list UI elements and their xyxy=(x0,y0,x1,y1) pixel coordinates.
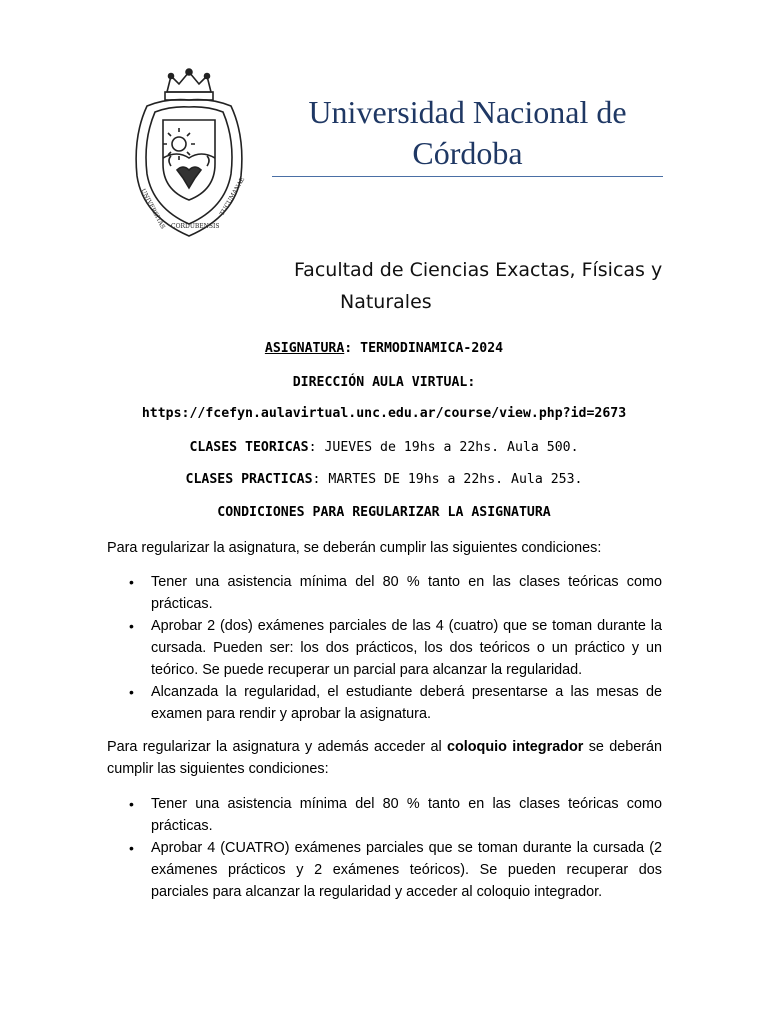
faculty-name-line2: Naturales xyxy=(340,291,432,313)
subject-value: : TERMODINAMICA-2024 xyxy=(344,341,504,356)
regularize-list xyxy=(107,571,662,725)
svg-text:TUCUMANAE: TUCUMANAE xyxy=(218,176,247,217)
colloquium-intro xyxy=(107,736,662,780)
faculty-name xyxy=(294,254,674,318)
practice-classes-line xyxy=(0,472,768,487)
list-item: • Tener una asistencia mínima del 80 % tanto en las clases teóricas como prácticas. xyxy=(107,793,662,837)
svg-text:UNIVERSITAS: UNIVERSITAS xyxy=(139,187,167,231)
theory-classes-value: : JUEVES de 19hs a 22hs. Aula 500. xyxy=(308,440,579,455)
regularize-intro: Para regularizar la asignatura, se deberán cumplir las siguientes condiciones: xyxy=(107,540,602,556)
list-item: • Tener una asistencia mínima del 80 % tanto en las clases teóricas como prácticas. xyxy=(107,571,662,615)
bullet-icon: • xyxy=(129,618,134,634)
university-title xyxy=(272,92,663,174)
colloquium-intro-bold: coloquio integrador xyxy=(446,739,584,755)
bullet-icon: • xyxy=(129,574,134,590)
conditions-heading: CONDICIONES PARA REGULARIZAR LA ASIGNATURA xyxy=(217,505,551,520)
subject-label: ASIGNATURA xyxy=(264,341,345,356)
practice-classes-label: CLASES PRACTICAS xyxy=(185,472,313,487)
bullet-icon: • xyxy=(129,840,134,856)
theory-classes-label: CLASES TEORICAS xyxy=(189,440,309,455)
colloquium-intro-tail: se deberán cumplir las siguientes condiciones: xyxy=(107,739,663,777)
university-title-line2: Córdoba xyxy=(412,135,523,171)
faculty-name-line1: Facultad de Ciencias Exactas, Físicas y xyxy=(294,259,663,281)
list-item: • Aprobar 4 (CUATRO) exámenes parciales que se toman durante la cursada (2 exámenes prácticos y 2 exámenes teóricos). Se pueden recuperar dos parciales para alcanzar la regularidad y acceder al coloquio integrador. xyxy=(107,837,662,903)
practice-classes-value: : MARTES DE 19hs a 22hs. Aula 253. xyxy=(312,472,583,487)
colloquium-list xyxy=(107,793,662,903)
bullet-icon: • xyxy=(129,796,134,812)
subject-line xyxy=(0,341,768,356)
list-item: • Aprobar 2 (dos) exámenes parciales de las 4 (cuatro) que se toman durante la cursada. Pueden ser: los dos prácticos, los dos teóricos o un práctico y un teórico. Se puede recuperar un parcial para alcanzar la regularidad. xyxy=(107,615,662,681)
university-seal-logo xyxy=(127,66,251,242)
list-item: • Alcanzada la regularidad, el estudiante deberá presentarse a las mesas de examen para rendir y aprobar la asignatura. xyxy=(107,681,662,725)
colloquium-intro-text: Para regularizar la asignatura y además acceder al xyxy=(107,739,447,755)
svg-text:CORDUBENSIS: CORDUBENSIS xyxy=(171,223,220,230)
virtual-classroom-label: DIRECCIÓN AULA VIRTUAL: xyxy=(292,375,476,390)
theory-classes-line xyxy=(0,440,768,455)
title-divider xyxy=(272,176,663,177)
university-title-line1: Universidad Nacional de xyxy=(308,94,627,130)
bullet-icon: • xyxy=(129,684,134,700)
virtual-classroom-url[interactable]: https://fcefyn.aulavirtual.unc.edu.ar/course/view.php?id=2673 xyxy=(141,406,627,421)
